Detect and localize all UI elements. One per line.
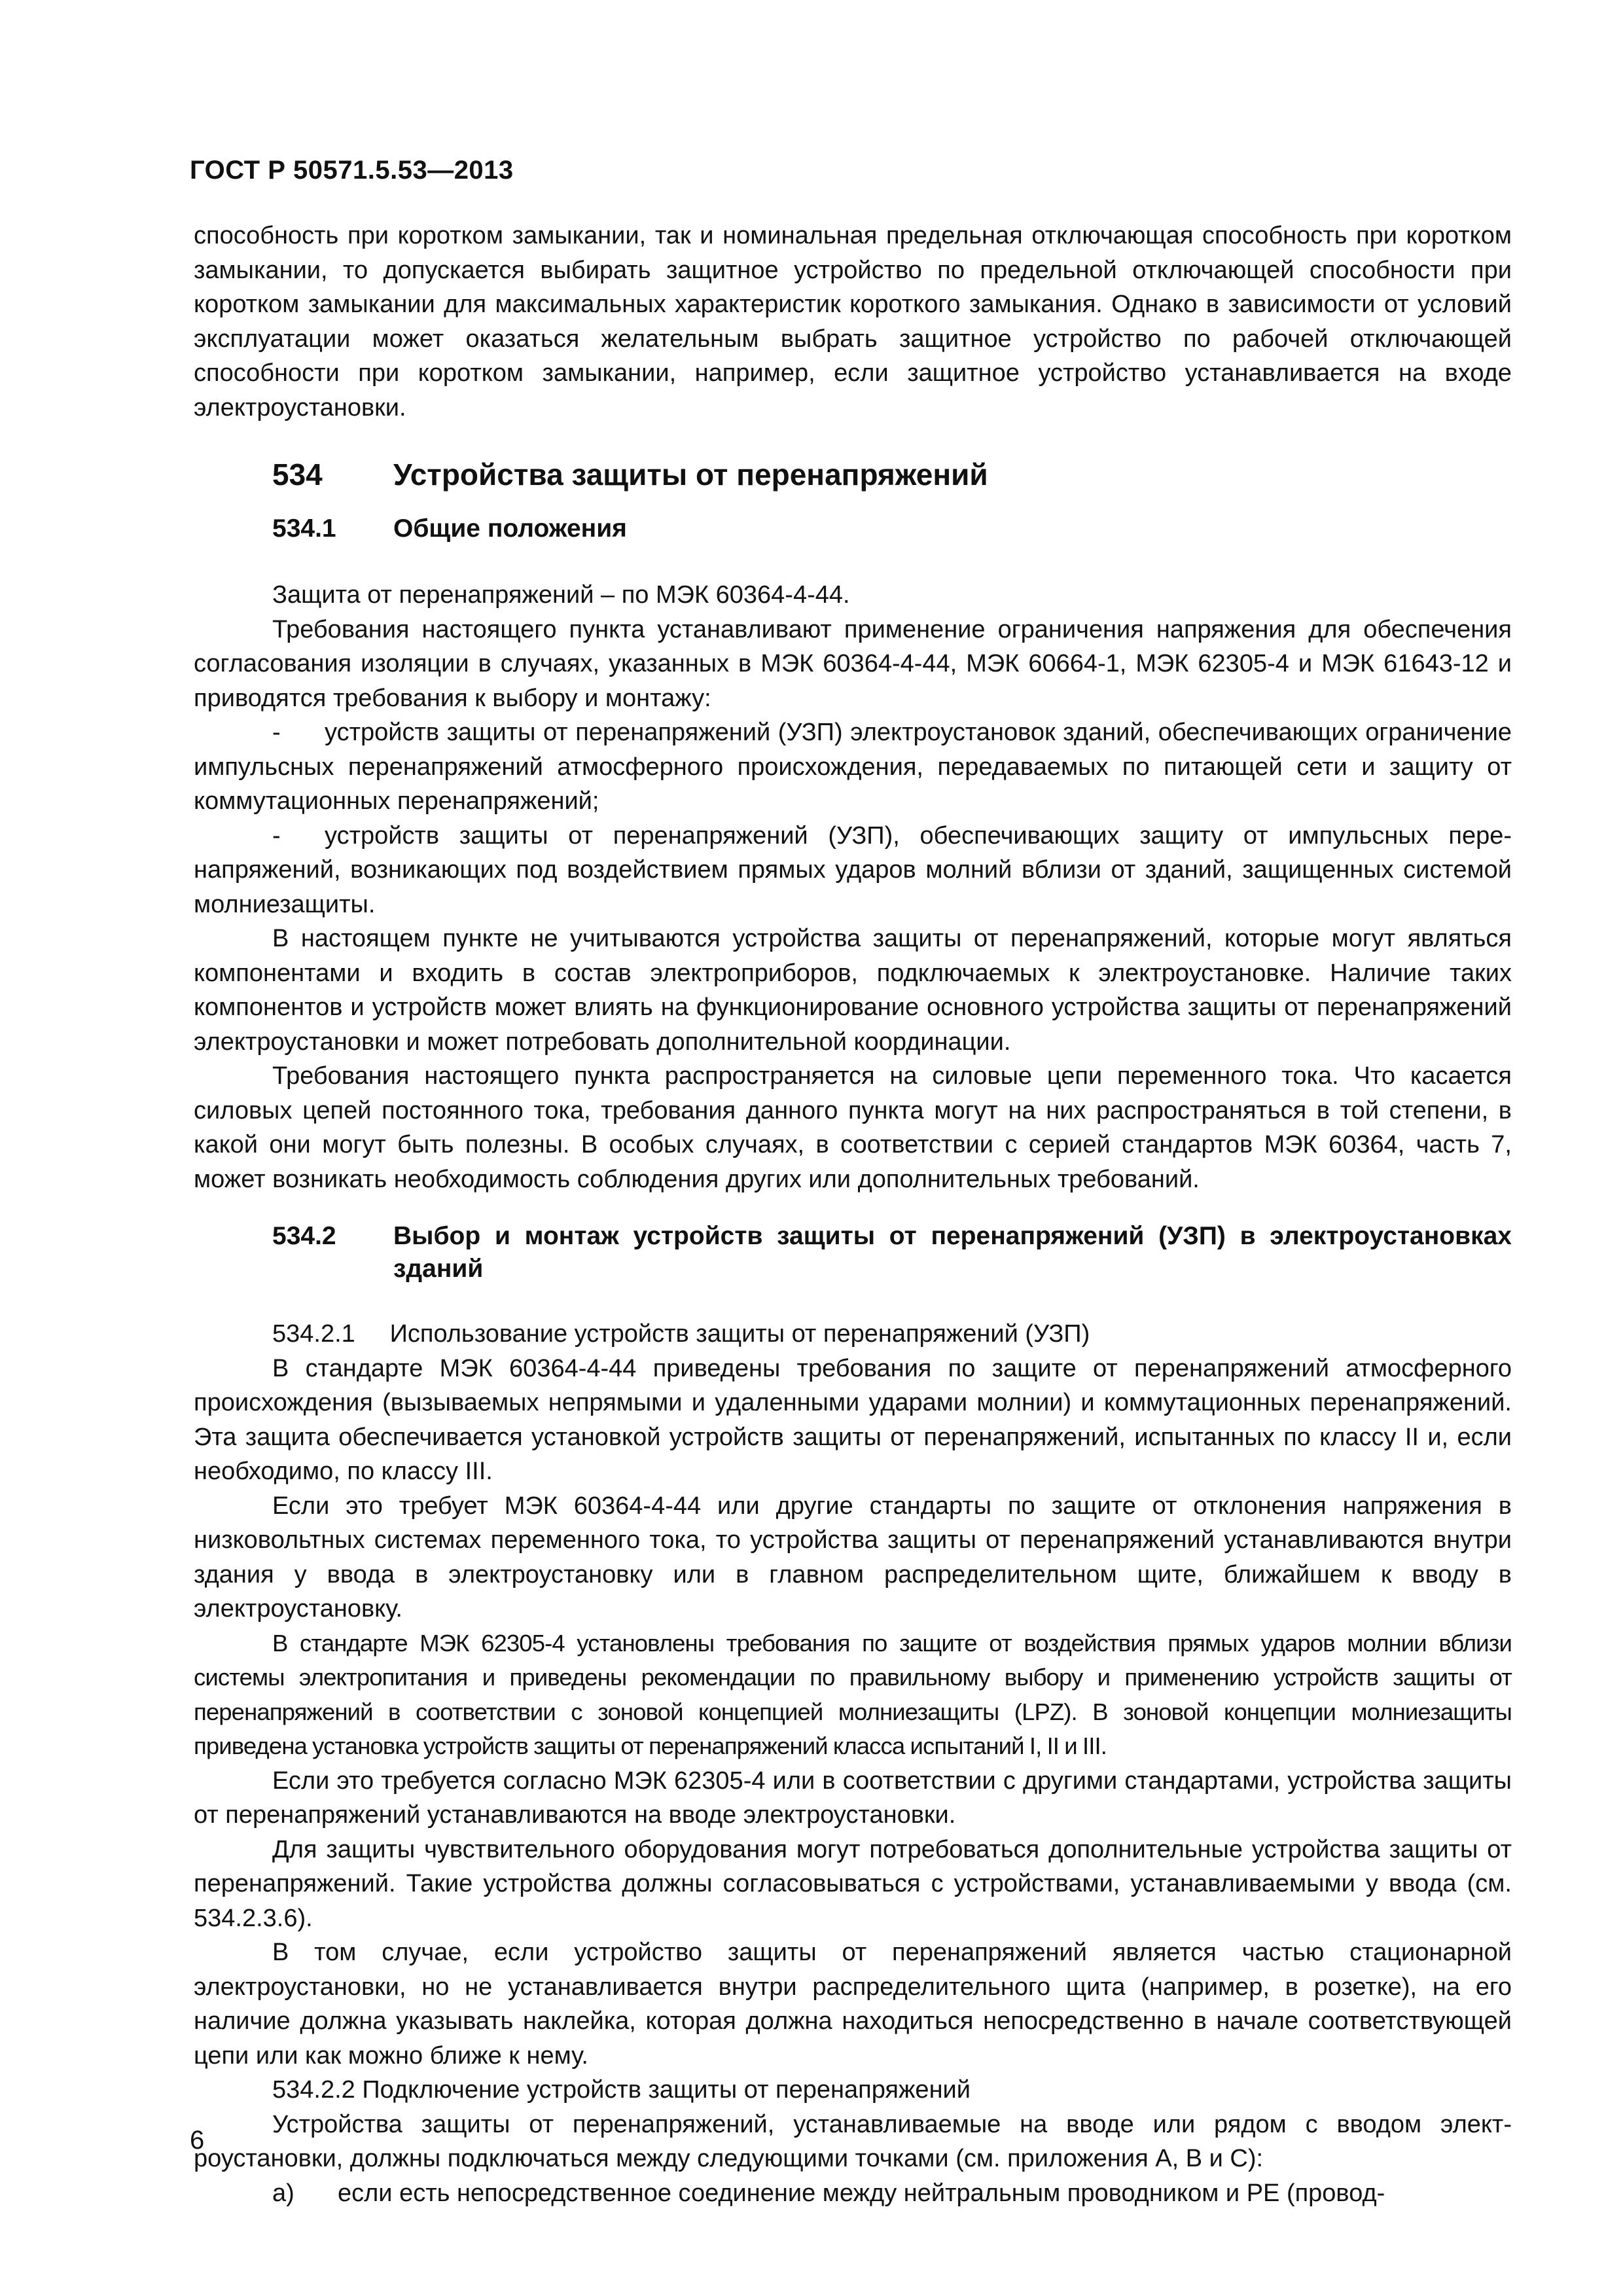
subsection-heading-534-2 [194, 1220, 1512, 1285]
paragraph: Требования настоящего пункта распространяется на силовые цепи переменного тока. Что касается силовых цепей постоянного тока, требования данного пункта могут на них распространяться в той степени, в какой они могут быть полезны. В особых случаях, в соответствии с серией стандартов МЭК 60364, часть 7, может возникать необходимость соблюдения других или дополнительных требований. [194, 1062, 1512, 1193]
paragraph: В том случае, если устройство защиты от перенапряжений является частью стационарной электроустановки, но не устанавливается внутри распределительного щита (например, в розетке), на его наличие должна указывать наклейка, которая должна находиться непосредственно в начале соответствующей цепи или как можно ближе к нему. [194, 1939, 1512, 2070]
paragraph: В стандарте МЭК 62305-4 установлены требования по защите от воздействия прямых ударов молнии вблизи системы электропитания и приведены рекомендации по правильному выбору и применению устройств защиты от перенапряжений в соответствии с зоновой концепцией молниезащиты (LPZ). В зоновой концепции молниезащиты приведена установка устройств защиты от перенапряжений класса испытаний I, II и III. [194, 1629, 1512, 1759]
subsection-number: 534.2 [272, 1222, 336, 1250]
list-item [194, 715, 1512, 819]
document-body [194, 219, 1512, 2210]
subsection-heading-534-1 [194, 512, 1512, 545]
subsection-title: Выбор и монтаж устройств защиты от перенапряжений (УЗП) в электроустановках зданий [393, 1222, 1512, 1283]
paragraph: Защита от перенапряжений – по МЭК 60364-4-44. [272, 581, 850, 609]
section-heading-534 [194, 456, 1512, 493]
list-item-text: устройств защиты от перенапряжений (УЗП) электроустановок зданий, обеспечивающих ограничение импульсных перенапряжений атмосферного происхождения, передаваемых по питающей сети и защиту от коммутационных перенапряжений; [194, 719, 1512, 815]
list-item [194, 819, 1512, 922]
section-number: 534 [272, 457, 323, 492]
list-item-text: устройств защиты от перенапряжений (УЗП), обеспечивающих защиту от импульсных перенапряжений, возникающих под воздействием прямых ударов молний вблизи от зданий, защищенных системой молниезащиты. [194, 821, 1512, 918]
subsection-number: 534.1 [272, 514, 336, 543]
list-item-text: если есть непосредственное соединение между нейтральным проводником и РЕ (провод- [338, 2179, 1385, 2207]
paragraph: В стандарте МЭК 60364-4-44 приведены требования по защите от перенапряжений атмосферного происхождения (вызываемых непрямыми и удаленными ударами молнии) и коммутационных перенапряжений. Эта защита обеспечивается установкой устройств защиты от перенапряжений, испытанных по классу II и, если необходимо, по классу III. [194, 1354, 1512, 1485]
section-title: Устройства защиты от перенапряжений [393, 457, 988, 492]
paragraph: Если это требует МЭК 60364-4-44 или другие стандарты по защите от отклонения напряжения в низковольтных системах переменного тока, то устройства защиты от перенапряжений устанавливаются внутри здания у ввода в электроустановку или в главном распределительном щите, ближайшем к вводу в электроустановку. [194, 1492, 1512, 1623]
bullet-dash: - [272, 719, 281, 746]
paragraph: Требования настоящего пункта устанавливают применение ограничения напряжения для обеспечения согласования изоляции в случаях, указанных в МЭК 60364-4-44, МЭК 60664-1, МЭК 62305-4 и МЭК 61643-12 и приводятся требования к выбору и монтажу: [194, 615, 1512, 712]
clause-heading: 534.2.1 Использование устройств защиты от перенапряжений (УЗП) [272, 1320, 1090, 1348]
paragraph: Устройства защиты от перенапряжений, устанавливаемые на вводе или рядом с вводом электроустановки, должны подключаться между следующими точками (см. приложения А, В и С): [194, 2110, 1512, 2172]
paragraph: Если это требуется согласно МЭК 62305-4 или в соответствии с другими стандартами, устройства защиты от перенапряжений устанавливаются на вводе электроустановки. [194, 1767, 1512, 1829]
paragraph: Для защиты чувствительного оборудования могут потребоваться дополнительные устройства защиты от перенапряжений. Такие устройства должны согласовываться с устройствами, устанавливаемыми у ввода (см. 534.2.3.6). [194, 1835, 1512, 1932]
document-header: ГОСТ Р 50571.5.53—2013 [190, 156, 514, 185]
subsection-title: Общие положения [393, 514, 627, 543]
list-item [194, 2176, 1512, 2211]
clause-heading: 534.2.2 Подключение устройств защиты от перенапряжений [272, 2076, 971, 2104]
paragraph: В настоящем пункте не учитываются устройства защиты от перенапряжений, которые могут являться компонентами и входить в состав электроприборов, подключаемых к электроустановке. Наличие таких компонентов и устройств может влиять на функционирование основного устройства защиты от перенапряжений электроустановки и может потребовать дополнительной координации. [194, 925, 1512, 1056]
bullet-dash: - [272, 821, 281, 850]
list-label: а) [272, 2179, 294, 2207]
paragraph: способность при коротком замыкании, так и номинальная предельная отключающая способность при коротком замыкании, то допускается выбирать защитное устройство по предельной отключающей способности при коротком замыкании для максимальных характеристик короткого замыкания. Однако в зависимости от условий эксплуатации может оказаться желательным выбрать защитное устройство по рабочей отключающей способности при коротком замыкании, например, если защитное устройство устанавливается на входе электроустановки. [194, 222, 1512, 422]
page-number: 6 [190, 2126, 205, 2155]
